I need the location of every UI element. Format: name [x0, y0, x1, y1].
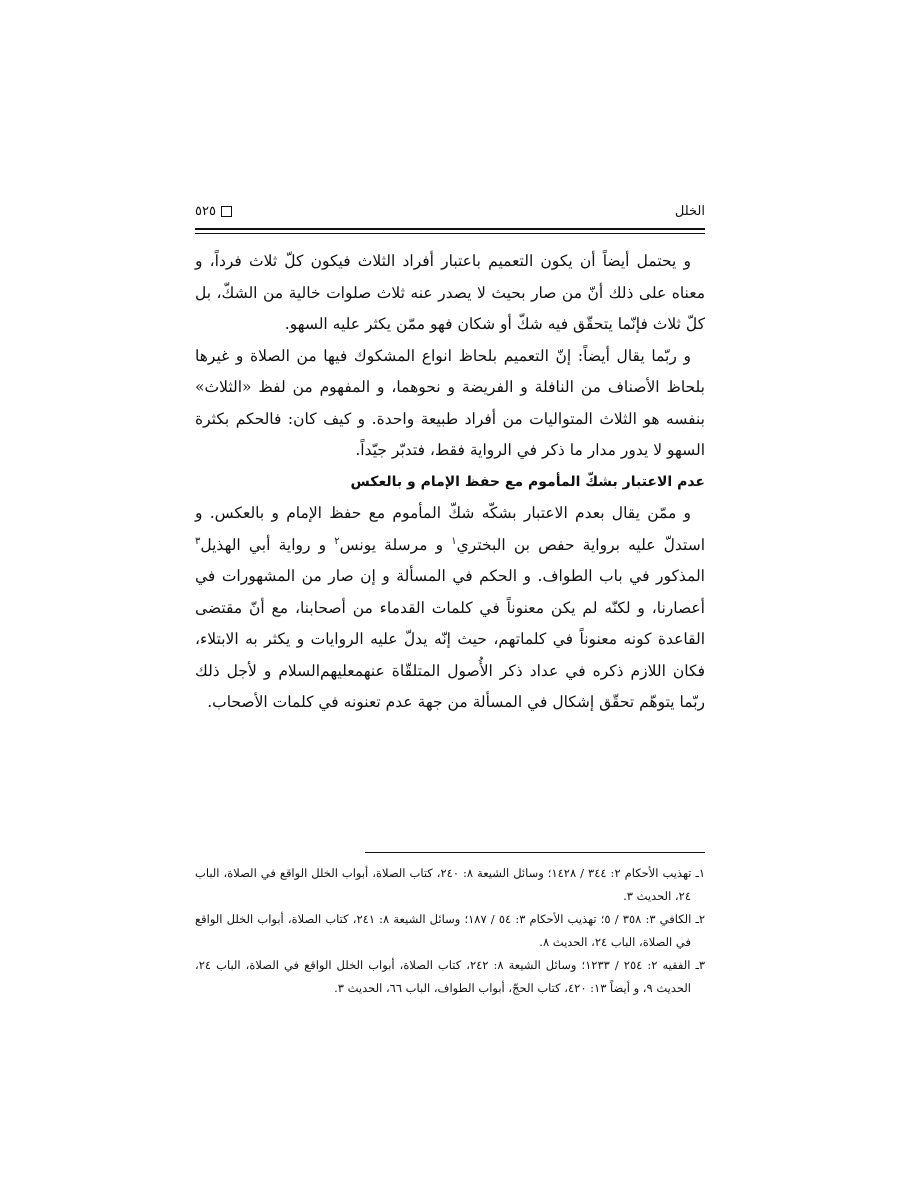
page-number: ٥٢٥ [195, 204, 216, 219]
paragraph-3-part-d: المذكور في باب الطواف. و الحكم في المسألة و إن صار من المشهورات في أعصارنا، و لكنّه لم يكن معنوناً في كلمات القدماء من أصحابنا، مع أنّ مقتضى القاعدة كونه معنوناً في كلماتهم، حيث إنّه يدلّ عليه الروايات و يكثر به الابتلاء، فكان اللازم ذكره في عداد ذكر الأُصول المتلقّاة عنهمعليهم‌السلام و لأجل ذلك ربّما يتوهّم تحقّق إشكال في المسألة من جهة عدم تعنونه في كلمات الأصحاب. [195, 567, 705, 711]
footnote-ref-1: ١ [451, 535, 457, 547]
running-header [195, 204, 705, 224]
header-rule-thin [195, 233, 705, 234]
paragraph-2: و ربّما يقال أيضاً: إنّ التعميم بلحاظ انواع المشكوك فيها من الصلاة و غيرها بلحاظ الأصناف من النافلة و الفريضة و نحوهما، و المفهوم من لفظ «الثلاث» بنفسه هو الثلاث المتواليات من أفراد طبيعة واحدة. و كيف كان: فالحكم بكثرة السهو لا يدور مدار ما ذكر في الرواية فقط، فتدبّر جيّداً. [195, 346, 705, 459]
footnote-ref-3: ٣ [195, 535, 201, 547]
page-number-block [195, 204, 232, 219]
footnote-ref-2: ٢ [334, 535, 340, 547]
book-page [195, 198, 705, 998]
footnotes [195, 862, 705, 1000]
header-rule-thick [195, 228, 705, 230]
paragraph-1: و يحتمل أيضاً أن يكون التعميم باعتبار أفراد الثلاث فيكون كلّ ثلاث فرداً، و معناه على ذلك أنّ من صار بحيث لا يصدر عنه ثلاث صلوات خالية من الشكّ، بل كلّ ثلاث فإنّما يتحقّق فيه شكّ أو شكان فهو ممّن يكثر عليه السهو. [195, 252, 705, 333]
paragraph-3-part-c: و رواية أبي الهذيل [200, 535, 335, 554]
paragraph-3-part-b: و مرسلة يونس [339, 535, 452, 554]
footnote-separator [365, 852, 705, 853]
square-ornament-icon [221, 206, 232, 217]
footnote-2: ٢ـ الكافي ٣: ٣٥٨ / ٥؛ تهذيب الأحكام ٣: ٥٤ / ١٨٧؛ وسائل الشيعة ٨: ٢٤١، كتاب الصلاة، أبواب الخلل الواقع في الصلاة، الباب ٢٤، الحديث ٨. [195, 912, 706, 949]
paragraph-3 [195, 498, 705, 719]
section-heading: عدم الاعتبار بشكّ المأموم مع حفظ الإمام و بالعكس [350, 473, 705, 490]
footnote-3: ٣ـ الفقيه ٢: ٢٥٤ / ١٢٣٣؛ وسائل الشيعة ٨: ٢٤٢، كتاب الصلاة، أبواب الخلل الواقع في الصلاة، الباب ٢٤، الحديث ٩، و أيضاً ١٣: ٤٢٠، كتاب الحجّ، أبواب الطواف، الباب ٦٦، الحديث ٣. [195, 958, 706, 995]
chapter-title: الخلل [674, 204, 705, 219]
main-text [195, 246, 705, 719]
footnote-1: ١ـ تهذيب الأحكام ٢: ٣٤٤ / ١٤٢٨؛ وسائل الشيعة ٨: ٢٤٠، كتاب الصلاة، أبواب الخلل الواقع في الصلاة، الباب ٢٤، الحديث ٣. [195, 866, 706, 903]
paragraph-3-part-a: و ممّن يقال بعدم الاعتبار بشكّه شكّ المأموم مع حفظ الإمام و بالعكس. و استدلّ عليه برواية حفص بن البختري [195, 504, 705, 554]
